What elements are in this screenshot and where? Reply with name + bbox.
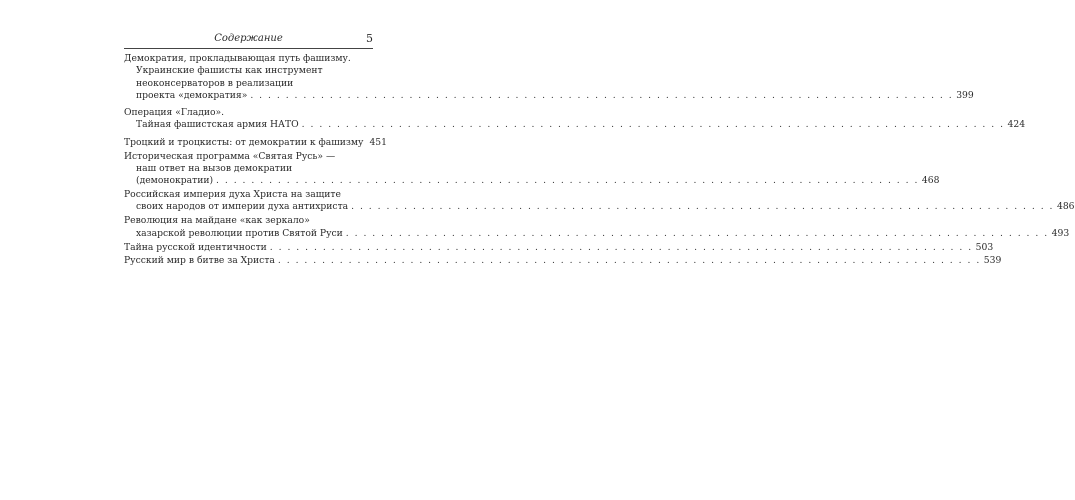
- dot-leader: [250, 90, 953, 102]
- toc-entry-final-line: [124, 89, 974, 102]
- toc-entry: [124, 136, 387, 149]
- toc-entry-line: Русский мир в битве за Христа: [124, 255, 275, 267]
- toc-page-number: 451: [369, 136, 387, 148]
- dot-leader: [216, 175, 919, 187]
- toc-entry-final-line: [124, 119, 1026, 131]
- table-of-contents: [124, 53, 1075, 269]
- toc-page-number: 503: [975, 241, 994, 253]
- toc-page-number: 493: [1051, 227, 1070, 239]
- toc-entry: [124, 107, 1026, 132]
- dot-leader: [278, 255, 981, 267]
- header-rule: [124, 48, 373, 49]
- toc-entry: [124, 255, 1002, 267]
- toc-entry: [124, 189, 1075, 214]
- toc-page-number: 539: [983, 255, 1002, 267]
- toc-entry: [124, 215, 1070, 240]
- toc-page-number: 399: [956, 89, 974, 101]
- toc-entry-final-line: [124, 136, 387, 149]
- dot-leader: [270, 242, 973, 254]
- toc-entry: [124, 241, 994, 254]
- toc-entry-line: Демократия, прокладывающая путь фашизму.: [124, 53, 351, 64]
- toc-entry-final-line: [124, 241, 994, 254]
- toc-entry-line: Российская империя духа Христа на защите: [124, 189, 341, 201]
- toc-entry-line: неоконсерваторов в реализации: [136, 77, 294, 89]
- dot-leader: [346, 228, 1049, 240]
- dot-leader: [351, 201, 1054, 213]
- toc-page-number: 468: [921, 175, 940, 187]
- toc-entry-final-line: [124, 227, 1070, 240]
- toc-entry-line: Историческая программа «Святая Русь» —: [124, 150, 336, 162]
- toc-entry-line: наш ответ на вызов демократии: [136, 162, 293, 174]
- toc-entry-line: своих народов от империи духа антихриста: [136, 201, 349, 213]
- toc-entry-line: Операция «Гладио».: [124, 107, 225, 119]
- toc-entry-line: Украинские фашисты как инструмент: [136, 65, 323, 77]
- running-head: [124, 33, 373, 47]
- running-head-title: Содержание: [214, 33, 283, 44]
- toc-entry-final-line: [124, 255, 1002, 267]
- toc-entry-line: Революция на майдане «как зеркало»: [124, 215, 310, 227]
- toc-entry-line: Тайна русской идентичности: [124, 241, 267, 253]
- toc-page-number: 486: [1056, 201, 1075, 213]
- toc-entry-line: проекта «демократия»: [136, 89, 248, 101]
- toc-entry-line: хазарской революции против Святой Руси: [136, 227, 343, 239]
- dot-leader: [302, 119, 1005, 131]
- toc-entry-final-line: [124, 175, 940, 187]
- toc-entry-line: (демонократии): [136, 175, 214, 187]
- page-number: 5: [366, 32, 373, 45]
- toc-entry: [124, 150, 940, 188]
- toc-entry: [124, 53, 974, 102]
- toc-entry-line: Троцкий и троцкисты: от демократии к фашизму: [124, 136, 364, 148]
- toc-entry-line: Тайная фашистская армия НАТО: [136, 119, 299, 131]
- toc-page-number: 424: [1007, 119, 1026, 131]
- toc-entry-final-line: [124, 201, 1075, 213]
